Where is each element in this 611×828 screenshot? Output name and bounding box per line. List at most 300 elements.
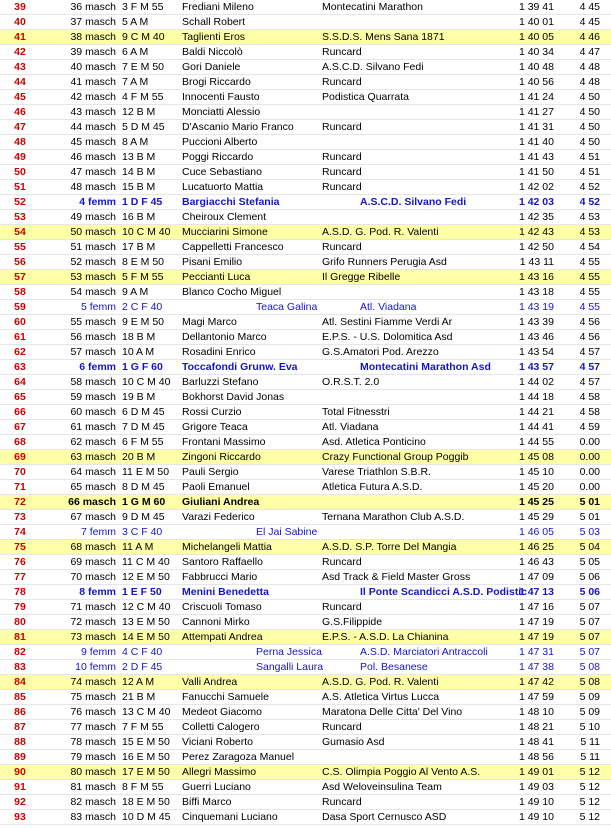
class-cell: 14 B M — [122, 166, 156, 178]
finish-time-cell: 1 46 25 — [518, 541, 554, 553]
finish-time-cell: 1 41 27 — [518, 106, 554, 118]
team-cell: Runcard — [322, 796, 362, 808]
athlete-name-cell: Innocenti Fausto — [182, 91, 260, 103]
category-rank-cell: 41 masch — [70, 76, 116, 88]
pace-cell: 5 11 — [580, 736, 600, 748]
category-rank-cell: 67 masch — [70, 511, 116, 523]
team-cell: A.S.C.D. Silvano Fedi — [360, 196, 467, 208]
class-cell: 7 F M 55 — [122, 721, 164, 733]
category-rank-cell: 60 masch — [70, 406, 116, 418]
team-cell: Asd Weloveinsulina Team — [322, 781, 442, 793]
class-cell: 17 B M — [122, 241, 156, 253]
position-cell: 54 — [14, 226, 26, 238]
finish-time-cell: 1 41 50 — [518, 166, 554, 178]
class-cell: 7 A M — [122, 76, 149, 88]
team-cell: Runcard — [322, 721, 362, 733]
pace-cell: 4 45 — [579, 1, 600, 13]
finish-time-cell: 1 47 31 — [518, 646, 554, 658]
team-cell: Total Fitnesstri — [322, 406, 390, 418]
class-cell: 5 A M — [122, 16, 149, 28]
athlete-name-cell: Schall Robert — [182, 16, 246, 28]
result-row — [0, 345, 611, 360]
athlete-name-cell: Cinquemani Luciano — [182, 811, 278, 823]
category-rank-cell: 51 masch — [70, 241, 116, 253]
class-cell: 8 E M 50 — [122, 256, 165, 268]
position-cell: 64 — [14, 376, 26, 388]
finish-time-cell: 1 44 02 — [518, 376, 554, 388]
class-cell: 5 D M 45 — [122, 121, 165, 133]
position-cell: 83 — [14, 661, 26, 673]
pace-cell: 4 54 — [579, 241, 600, 253]
result-row — [0, 135, 611, 150]
pace-cell: 5 06 — [579, 586, 600, 598]
pace-cell: 4 51 — [579, 166, 600, 178]
athlete-name-cell: Baldi Niccolò — [182, 46, 243, 58]
finish-time-cell: 1 39 41 — [518, 1, 554, 13]
category-rank-cell: 74 masch — [70, 676, 116, 688]
result-row — [0, 525, 611, 540]
team-cell: Runcard — [322, 556, 362, 568]
class-cell: 20 B M — [122, 451, 156, 463]
result-row — [0, 285, 611, 300]
category-rank-cell: 43 masch — [70, 106, 116, 118]
category-rank-cell: 36 masch — [70, 1, 116, 13]
finish-time-cell: 1 47 09 — [518, 571, 554, 583]
athlete-name-cell: Lucatuorto Mattia — [182, 181, 264, 193]
result-row — [0, 450, 611, 465]
category-rank-cell: 38 masch — [70, 31, 116, 43]
athlete-name-cell: Toccafondi Grunw. Eva — [182, 361, 298, 373]
team-cell: Runcard — [322, 46, 362, 58]
athlete-name-cell: Pisani Emilio — [182, 256, 243, 268]
pace-cell: 0.00 — [579, 466, 600, 478]
result-row — [0, 765, 611, 780]
athlete-name-cell: El Jai Sabine — [256, 526, 318, 538]
class-cell: 14 E M 50 — [122, 631, 170, 643]
class-cell: 3 C F 40 — [122, 526, 163, 538]
pace-cell: 5 07 — [579, 631, 600, 643]
class-cell: 9 C M 40 — [122, 31, 165, 43]
result-row — [0, 120, 611, 135]
pace-cell: 5 08 — [579, 661, 600, 673]
pace-cell: 5 01 — [579, 511, 600, 523]
pace-cell: 5 05 — [579, 556, 600, 568]
position-cell: 91 — [14, 781, 26, 793]
position-cell: 93 — [14, 811, 26, 823]
finish-time-cell: 1 47 42 — [518, 676, 554, 688]
result-row — [0, 705, 611, 720]
athlete-name-cell: Gori Daniele — [182, 61, 241, 73]
athlete-name-cell: D'Ascanio Mario Franco — [182, 121, 294, 133]
team-cell: Il Ponte Scandicci A.S.D. Podistic — [360, 586, 528, 598]
team-cell: Runcard — [322, 121, 362, 133]
finish-time-cell: 1 45 10 — [518, 466, 554, 478]
finish-time-cell: 1 41 43 — [518, 151, 554, 163]
result-row — [0, 240, 611, 255]
pace-cell: 4 52 — [579, 181, 600, 193]
finish-time-cell: 1 41 24 — [518, 91, 554, 103]
finish-time-cell: 1 42 02 — [518, 181, 554, 193]
category-rank-cell: 9 femm — [80, 646, 116, 658]
finish-time-cell: 1 42 03 — [518, 196, 554, 208]
class-cell: 12 E M 50 — [122, 571, 170, 583]
category-rank-cell: 76 masch — [70, 706, 116, 718]
athlete-name-cell: Rossi Curzio — [182, 406, 242, 418]
class-cell: 4 C F 40 — [122, 646, 163, 658]
team-cell: Dasa Sport Cernusco ASD — [322, 811, 447, 823]
result-row — [0, 465, 611, 480]
position-cell: 86 — [14, 706, 26, 718]
finish-time-cell: 1 41 31 — [518, 121, 554, 133]
team-cell: E.P.S. - U.S. Dolomitica Asd — [322, 331, 453, 343]
finish-time-cell: 1 48 56 — [518, 751, 554, 763]
athlete-name-cell: Cappelletti Francesco — [182, 241, 284, 253]
category-rank-cell: 69 masch — [70, 556, 116, 568]
category-rank-cell: 53 masch — [70, 271, 116, 283]
athlete-name-cell: Dellantonio Marco — [182, 331, 267, 343]
position-cell: 87 — [14, 721, 26, 733]
athlete-name-cell: Taglienti Eros — [182, 31, 246, 43]
finish-time-cell: 1 49 03 — [518, 781, 554, 793]
class-cell: 12 C M 40 — [122, 601, 171, 613]
position-cell: 89 — [14, 751, 26, 763]
class-cell: 11 E M 50 — [122, 466, 170, 478]
position-cell: 39 — [14, 1, 26, 13]
team-cell: E.P.S. - A.S.D. La Chianina — [322, 631, 449, 643]
finish-time-cell: 1 44 21 — [518, 406, 554, 418]
class-cell: 11 C M 40 — [122, 556, 170, 568]
finish-time-cell: 1 46 43 — [518, 556, 554, 568]
category-rank-cell: 63 masch — [70, 451, 116, 463]
finish-time-cell: 1 47 19 — [518, 631, 554, 643]
class-cell: 12 A M — [122, 676, 155, 688]
position-cell: 75 — [14, 541, 26, 553]
athlete-name-cell: Brogi Riccardo — [182, 76, 251, 88]
result-row — [0, 0, 611, 15]
team-cell: Runcard — [322, 166, 362, 178]
athlete-name-cell: Varazi Federico — [182, 511, 255, 523]
pace-cell: 4 50 — [579, 91, 600, 103]
position-cell: 47 — [14, 121, 26, 133]
position-cell: 79 — [14, 601, 26, 613]
team-cell: O.R.S.T. 2.0 — [322, 376, 380, 388]
pace-cell: 4 48 — [579, 76, 600, 88]
result-row — [0, 45, 611, 60]
category-rank-cell: 48 masch — [70, 181, 116, 193]
category-rank-cell: 55 masch — [70, 316, 116, 328]
position-cell: 85 — [14, 691, 26, 703]
team-cell: Runcard — [322, 151, 362, 163]
category-rank-cell: 81 masch — [70, 781, 116, 793]
finish-time-cell: 1 47 59 — [518, 691, 554, 703]
result-row — [0, 615, 611, 630]
athlete-name-cell: Colletti Calogero — [182, 721, 260, 733]
athlete-name-cell: Guerri Luciano — [182, 781, 251, 793]
team-cell: Runcard — [322, 601, 362, 613]
class-cell: 13 E M 50 — [122, 616, 170, 628]
pace-cell: 4 50 — [579, 136, 600, 148]
team-cell: Grifo Runners Perugia Asd — [322, 256, 447, 268]
finish-time-cell: 1 42 50 — [518, 241, 554, 253]
position-cell: 57 — [14, 271, 26, 283]
class-cell: 15 B M — [122, 181, 156, 193]
result-row — [0, 180, 611, 195]
pace-cell: 4 48 — [579, 61, 600, 73]
position-cell: 63 — [14, 361, 26, 373]
athlete-name-cell: Puccioni Alberto — [182, 136, 258, 148]
athlete-name-cell: Cheiroux Clement — [182, 211, 267, 223]
pace-cell: 4 46 — [579, 31, 600, 43]
class-cell: 9 E M 50 — [122, 316, 165, 328]
class-cell: 21 B M — [122, 691, 156, 703]
athlete-name-cell: Barluzzi Stefano — [182, 376, 259, 388]
finish-time-cell: 1 44 55 — [518, 436, 554, 448]
pace-cell: 4 57 — [579, 346, 600, 358]
athlete-name-cell: Michelangeli Mattia — [182, 541, 272, 553]
finish-time-cell: 1 48 41 — [518, 736, 554, 748]
pace-cell: 4 57 — [579, 361, 600, 373]
athlete-name-cell: Frontani Massimo — [182, 436, 266, 448]
result-row — [0, 675, 611, 690]
position-cell: 62 — [14, 346, 26, 358]
result-row — [0, 510, 611, 525]
pace-cell: 5 06 — [579, 571, 600, 583]
position-cell: 44 — [14, 76, 26, 88]
finish-time-cell: 1 43 16 — [518, 271, 554, 283]
category-rank-cell: 78 masch — [70, 736, 116, 748]
team-cell: Atl. Sestini Fiamme Verdi Ar — [322, 316, 453, 328]
class-cell: 8 D M 45 — [122, 481, 165, 493]
team-cell: Montecatini Marathon Asd — [360, 361, 491, 373]
category-rank-cell: 54 masch — [70, 286, 116, 298]
category-rank-cell: 52 masch — [70, 256, 116, 268]
position-cell: 65 — [14, 391, 26, 403]
finish-time-cell: 1 40 48 — [518, 61, 554, 73]
position-cell: 49 — [14, 151, 26, 163]
pace-cell: 5 11 — [580, 751, 600, 763]
category-rank-cell: 73 masch — [70, 631, 116, 643]
result-row — [0, 165, 611, 180]
position-cell: 90 — [14, 766, 26, 778]
team-cell: A.S. Atletica Virtus Lucca — [322, 691, 440, 703]
athlete-name-cell: Biffi Marco — [182, 796, 232, 808]
position-cell: 78 — [14, 586, 26, 598]
team-cell: Montecatini Marathon — [322, 1, 423, 13]
result-row — [0, 15, 611, 30]
team-cell: Runcard — [322, 181, 362, 193]
pace-cell: 5 12 — [579, 766, 600, 778]
pace-cell: 4 53 — [579, 211, 600, 223]
team-cell: Gumasio Asd — [322, 736, 385, 748]
finish-time-cell: 1 46 05 — [518, 526, 554, 538]
athlete-name-cell: Menini Benedetta — [182, 586, 269, 598]
position-cell: 52 — [14, 196, 26, 208]
finish-time-cell: 1 48 10 — [518, 706, 554, 718]
pace-cell: 5 07 — [579, 646, 600, 658]
pace-cell: 5 07 — [579, 601, 600, 613]
pace-cell: 4 47 — [579, 46, 600, 58]
finish-time-cell: 1 43 54 — [518, 346, 554, 358]
pace-cell: 4 58 — [579, 406, 600, 418]
athlete-name-cell: Monciatti Alessio — [182, 106, 261, 118]
finish-time-cell: 1 45 29 — [518, 511, 554, 523]
class-cell: 16 B M — [122, 211, 156, 223]
athlete-name-cell: Rosadini Enrico — [182, 346, 256, 358]
athlete-name-cell: Cuce Sebastiano — [182, 166, 262, 178]
class-cell: 15 E M 50 — [122, 736, 170, 748]
pace-cell: 4 58 — [579, 391, 600, 403]
athlete-name-cell: Grigore Teaca — [182, 421, 248, 433]
class-cell: 10 C M 40 — [122, 376, 171, 388]
finish-time-cell: 1 40 56 — [518, 76, 554, 88]
finish-time-cell: 1 44 18 — [518, 391, 554, 403]
result-row — [0, 795, 611, 810]
pace-cell: 4 55 — [579, 286, 600, 298]
team-cell: Runcard — [322, 76, 362, 88]
category-rank-cell: 71 masch — [70, 601, 116, 613]
pace-cell: 5 03 — [579, 526, 600, 538]
position-cell: 82 — [14, 646, 26, 658]
result-row — [0, 105, 611, 120]
position-cell: 40 — [14, 16, 26, 28]
finish-time-cell: 1 47 13 — [518, 586, 554, 598]
pace-cell: 0.00 — [579, 451, 600, 463]
class-cell: 1 D F 45 — [122, 196, 163, 208]
athlete-name-cell: Allegri Massimo — [182, 766, 257, 778]
team-cell: G.S.Filippide — [322, 616, 383, 628]
result-row — [0, 660, 611, 675]
team-cell: A.S.D. S.P. Torre Del Mangia — [322, 541, 457, 553]
category-rank-cell: 8 femm — [79, 586, 116, 598]
athlete-name-cell: Perna Jessica — [256, 646, 322, 658]
class-cell: 10 C M 40 — [122, 226, 171, 238]
class-cell: 5 F M 55 — [122, 271, 164, 283]
position-cell: 71 — [14, 481, 26, 493]
athlete-name-cell: Peccianti Luca — [182, 271, 251, 283]
finish-time-cell: 1 45 20 — [518, 481, 554, 493]
category-rank-cell: 82 masch — [70, 796, 116, 808]
result-row — [0, 255, 611, 270]
pace-cell: 5 08 — [579, 676, 600, 688]
team-cell: A.S.D. G. Pod. R. Valenti — [322, 676, 439, 688]
position-cell: 74 — [14, 526, 26, 538]
pace-cell: 5 09 — [579, 706, 600, 718]
result-row — [0, 495, 611, 510]
position-cell: 46 — [14, 106, 26, 118]
pace-cell: 4 59 — [579, 421, 600, 433]
result-row — [0, 780, 611, 795]
position-cell: 41 — [14, 31, 26, 43]
pace-cell: 5 12 — [579, 781, 600, 793]
finish-time-cell: 1 43 46 — [518, 331, 554, 343]
category-rank-cell: 50 masch — [70, 226, 116, 238]
class-cell: 6 F M 55 — [122, 436, 164, 448]
class-cell: 2 C F 40 — [122, 301, 163, 313]
result-row — [0, 690, 611, 705]
category-rank-cell: 44 masch — [70, 121, 116, 133]
finish-time-cell: 1 47 19 — [518, 616, 554, 628]
position-cell: 53 — [14, 211, 26, 223]
result-row — [0, 600, 611, 615]
finish-time-cell: 1 40 05 — [518, 31, 554, 43]
team-cell: Pol. Besanese — [360, 661, 428, 673]
position-cell: 58 — [14, 286, 26, 298]
pace-cell: 4 52 — [579, 196, 600, 208]
result-row — [0, 300, 611, 315]
finish-time-cell: 1 49 10 — [518, 796, 554, 808]
team-cell: A.S.D. Marciatori Antraccoli — [360, 646, 488, 658]
athlete-name-cell: Medeot Giacomo — [182, 706, 262, 718]
athlete-name-cell: Criscuoli Tomaso — [182, 601, 262, 613]
athlete-name-cell: Blanco Cocho Miguel — [182, 286, 282, 298]
team-cell: Runcard — [322, 241, 362, 253]
athlete-name-cell: Magi Marco — [182, 316, 237, 328]
pace-cell: 4 53 — [579, 226, 600, 238]
result-row — [0, 435, 611, 450]
team-cell: Atl. Viadana — [322, 421, 379, 433]
pace-cell: 0.00 — [579, 436, 600, 448]
position-cell: 76 — [14, 556, 26, 568]
team-cell: Maratona Delle Citta' Del Vino — [322, 706, 463, 718]
category-rank-cell: 80 masch — [70, 766, 116, 778]
category-rank-cell: 47 masch — [70, 166, 116, 178]
team-cell: Varese Triathlon S.B.R. — [322, 466, 431, 478]
finish-time-cell: 1 40 01 — [518, 16, 554, 28]
result-row — [0, 315, 611, 330]
class-cell: 17 E M 50 — [122, 766, 170, 778]
athlete-name-cell: Cannoni Mirko — [182, 616, 250, 628]
result-row — [0, 405, 611, 420]
athlete-name-cell: Poggi Riccardo — [182, 151, 254, 163]
category-rank-cell: 79 masch — [70, 751, 116, 763]
position-cell: 84 — [14, 676, 26, 688]
category-rank-cell: 57 masch — [70, 346, 116, 358]
category-rank-cell: 65 masch — [70, 481, 116, 493]
athlete-name-cell: Teaca Galina — [256, 301, 318, 313]
category-rank-cell: 4 femm — [79, 196, 116, 208]
category-rank-cell: 66 masch — [68, 496, 116, 508]
class-cell: 1 G F 60 — [122, 361, 163, 373]
category-rank-cell: 39 masch — [70, 46, 116, 58]
pace-cell: 5 12 — [579, 796, 600, 808]
result-row — [0, 225, 611, 240]
finish-time-cell: 1 43 57 — [518, 361, 554, 373]
category-rank-cell: 62 masch — [70, 436, 116, 448]
finish-time-cell: 1 47 38 — [518, 661, 554, 673]
category-rank-cell: 40 masch — [70, 61, 116, 73]
team-cell: Ternana Marathon Club A.S.D. — [322, 511, 465, 523]
pace-cell: 4 45 — [579, 16, 600, 28]
finish-time-cell: 1 43 19 — [518, 301, 554, 313]
athlete-name-cell: Giuliani Andrea — [182, 496, 260, 508]
pace-cell: 4 55 — [579, 301, 600, 313]
result-row — [0, 210, 611, 225]
pace-cell: 4 57 — [579, 376, 600, 388]
position-cell: 60 — [14, 316, 26, 328]
class-cell: 12 B M — [122, 106, 156, 118]
result-row — [0, 150, 611, 165]
result-row — [0, 30, 611, 45]
position-cell: 66 — [14, 406, 26, 418]
category-rank-cell: 64 masch — [70, 466, 116, 478]
category-rank-cell: 61 masch — [70, 421, 116, 433]
category-rank-cell: 45 masch — [70, 136, 116, 148]
athlete-name-cell: Frediani Mileno — [182, 1, 254, 13]
pace-cell: 4 55 — [579, 256, 600, 268]
class-cell: 3 F M 55 — [122, 1, 164, 13]
result-row — [0, 645, 611, 660]
category-rank-cell: 42 masch — [70, 91, 116, 103]
